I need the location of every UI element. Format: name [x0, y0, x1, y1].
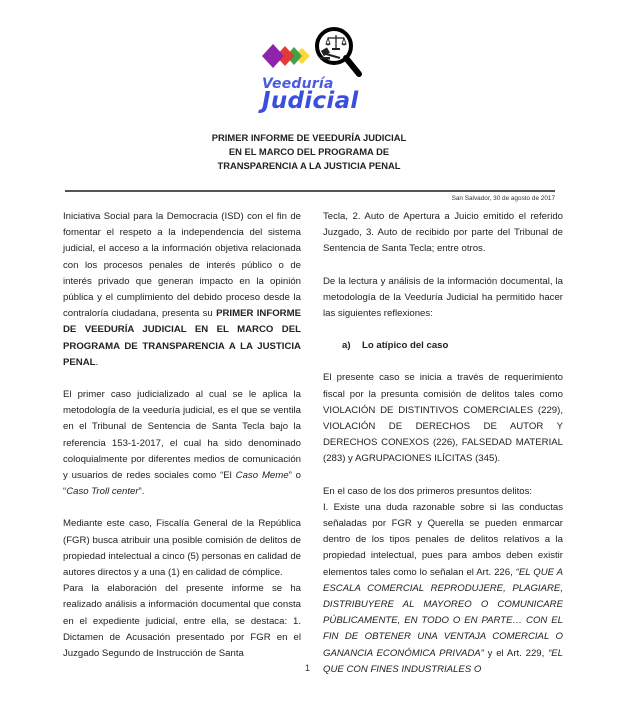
document-title	[140, 131, 478, 173]
first-case-text: El primer caso judicializado al cual se le aplica la metodología de la veeduría judicial, es el que se ventila en el Tribunal de Sentencia de Santa Tecla bajo la referencia 153-1-2017, el cual ha sido denominado coloquialmente por diferentes medios de comunicación y usuarios de redes sociales como “El	[63, 389, 301, 482]
paragraph-fgr: Mediante este caso, Fiscalía General de la República (FGR) busca atribuir una posible comisión de delitos de propiedad intelectual a cinco (5) personas en calidad de autores directos y a una (1) en calidad de cómplice.	[63, 518, 301, 579]
title-line-2: EN EL MARCO DEL PROGRAMA DE	[228, 146, 390, 157]
reasonable-doubt-text: I. Existe una duda razonable sobre si las conductas señaladas por FGR y Querella se pueden enmarcar dentro de los tipos penales de delitos relativos a la propiedad intelectual, pues para ambos deben existir elementos tales como lo señalan el Art. 226,	[323, 501, 563, 578]
intro-bold-title: PRIMER INFORME DE VEEDURÍA JUDICIAL EN EL MARCO DEL PROGRAMA DE TRANSPARENCIA A LA JUSTICIA PENAL	[63, 308, 301, 368]
section-heading-a	[323, 338, 563, 354]
paragraph-continued: Tecla, 2. Auto de Apertura a Juicio emitido el referido Juzgado, 3. Auto de recibido por parte del Tribunal de Sentencia de Santa Tecla; entre otros.	[323, 211, 563, 255]
art-226-quote: “EL QUE A ESCALA COMERCIAL REPRODUJERE, PLAGIARE, DISTRIBUYERE AL MAYOREO O COMUNICARE PÚBLICAMENTE, EN TODO O EN PARTE… CON EL FIN DE OBTENER UNA VENTAJA COMERCIAL O GANANCIA ECONÓMICA PRIVADA”	[323, 566, 564, 659]
paragraph-reflections: De la lectura y análisis de la información documental, la metodología de la Veeduría Judicial ha permitido hacer las siguientes reflexiones:	[323, 275, 563, 320]
paragraph-reasonable-doubt	[323, 500, 563, 678]
intro-end: .	[95, 356, 99, 368]
first-case-end: ”.	[138, 486, 145, 498]
magnifier-scales-gavel-icon	[317, 29, 359, 74]
reasonable-doubt-mid: y el Art. 229,	[483, 647, 549, 659]
paragraph-first-case	[63, 387, 301, 500]
logo-text-veeduria: Veeduría	[262, 76, 334, 92]
dateline: San Salvador, 30 de agosto de 2017	[451, 195, 555, 202]
section-heading-label: Lo atípico del caso	[362, 340, 449, 352]
logo-graphic	[256, 24, 366, 84]
paragraph-requerimiento: El presente caso se inicia a través de requerimiento fiscal por la presunta comisión de delitos tales como VIOLACIÓN DE DISTINTIVOS COMERCIALES (229), VIOLACIÓN DE DERECHOS DE AUTOR Y DERECHOS CONEXOS (226), FALSEDAD MATERIAL (283) y AGRUPACIONES ILÍCITAS (345).	[323, 372, 563, 465]
paragraph-elaboration: Para la elaboración del presente informe se ha realizado análisis a información documental que consta en el expediente judicial, entre ella, se destaca: 1. Dictamen de Acusación presentado por FGR en el Juzgado Segundo de Instrucción de Santa	[63, 583, 301, 660]
right-column	[323, 209, 563, 678]
left-column	[63, 209, 301, 662]
case-meme-italic: Caso Meme	[235, 470, 289, 482]
logo-text-judicial: Judicial	[262, 88, 359, 114]
title-line-1: PRIMER INFORME DE VEEDURÍA JUDICIAL	[211, 132, 407, 143]
horizontal-rule	[65, 190, 555, 192]
section-heading-number: a)	[342, 340, 351, 352]
paragraph-intro	[63, 209, 301, 371]
case-troll-italic: Caso Troll center	[66, 486, 139, 498]
paragraph-first-two-crimes-intro: En el caso de los dos primeros presuntos delitos:	[323, 485, 533, 497]
title-line-3: TRANSPARENCIA A LA JUSTICIA PENAL	[217, 160, 401, 171]
art-229-quote: “EL QUE CON FINES INDUSTRIALES O	[323, 647, 563, 675]
page-number: 1	[305, 663, 311, 673]
first-case-mid: ” o “	[63, 470, 301, 498]
intro-text: Iniciativa Social para la Democracia (ISD) con el fin de fomentar el respeto a la independencia del sistema judicial, el acceso a la información objetiva relacionada con los procesos penales de interés público o de interés privado que generan impacto en la opinión pública y el cumplimiento del debido proceso desde la contraloría ciudadana, presenta su	[63, 211, 301, 320]
logo-diamond-purple	[262, 44, 284, 68]
